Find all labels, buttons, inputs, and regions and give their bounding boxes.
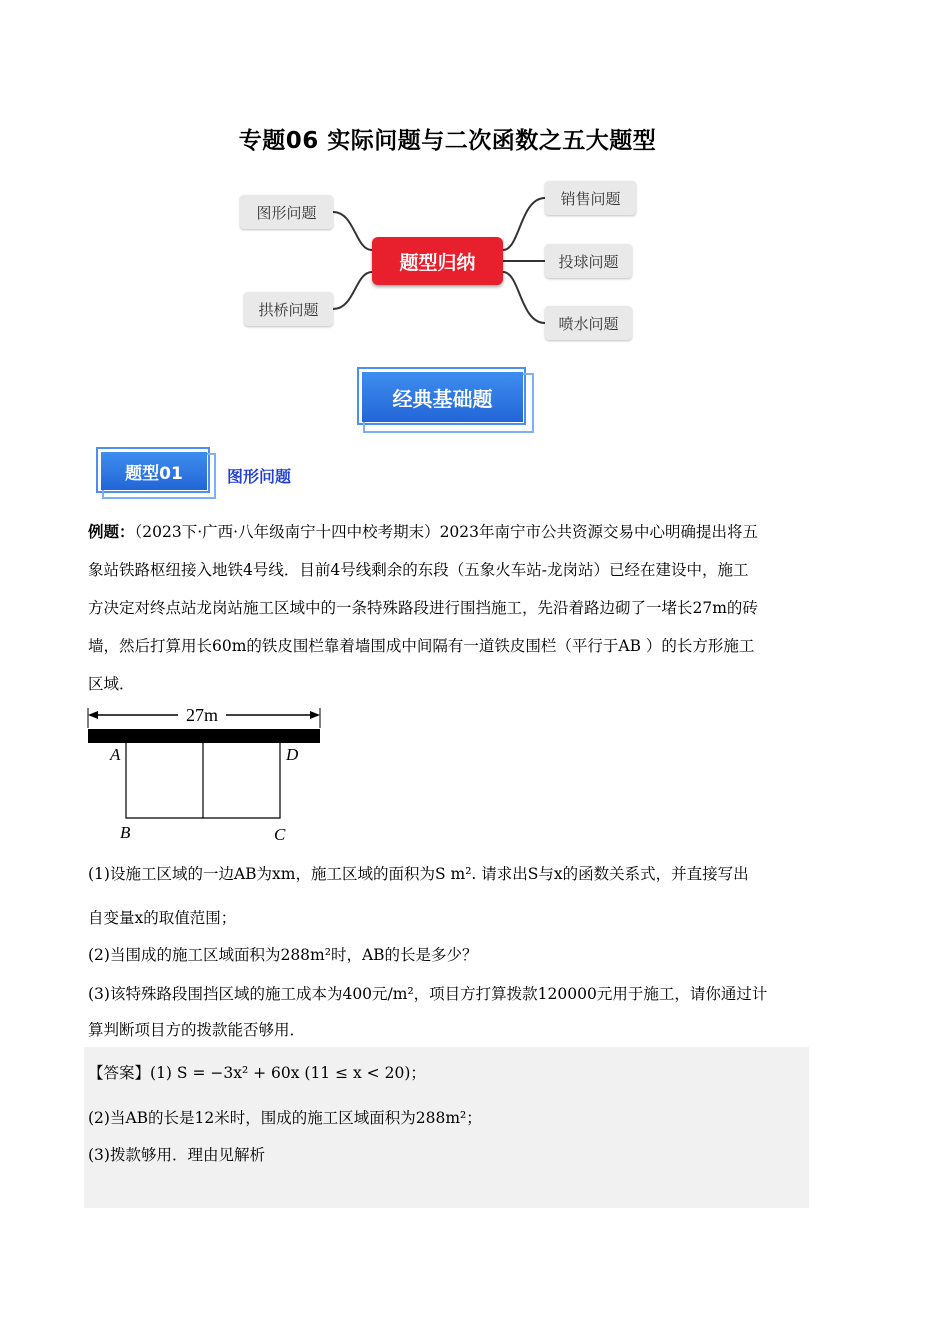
mindmap-center: 题型归纳: [372, 237, 503, 285]
mindmap-node-right-1: 销售问题: [545, 181, 636, 215]
example-line-3: 方决定对终点站龙岗站施工区域中的一条特殊路段进行围挡施工，先沿着路边砌了一堵长27m的砖: [88, 599, 758, 617]
type-badge-label: 题型01: [101, 452, 207, 490]
example-line-5: 区域．: [88, 675, 135, 693]
point-d: D: [286, 745, 299, 764]
page-title: 专题06 实际问题与二次函数之五大题型: [238, 128, 657, 154]
type-title: 图形问题: [227, 467, 292, 486]
brick-wall: [88, 729, 320, 743]
mindmap-node-left-1: 图形问题: [240, 195, 333, 229]
section-badge: [357, 367, 534, 433]
answer-line-2: (2)当AB的长是12米时，围成的施工区域面积为288m²；: [88, 1109, 482, 1127]
point-a: A: [110, 745, 121, 764]
mindmap-connectors: [0, 0, 950, 360]
example-label: 例题：: [88, 522, 135, 541]
answer-line-1: 【答案】(1) S = −3x² + 60x (11 ≤ x < 20)；: [88, 1064, 426, 1082]
example-line-2: 象站铁路枢纽接入地铁4号线．目前4号线剩余的东段（五象火车站-龙岗站）已经在建设中，施工: [88, 561, 749, 579]
point-b: B: [120, 823, 131, 842]
example-line-4: 墙，然后打算用长60m的铁皮围栏靠着墙围成中间隔有一道铁皮围栏（平行于AB ）的长方形施工: [88, 637, 755, 655]
example-line-1: 例题：（2023下·广西·八年级南宁十四中校考期末）2023年南宁市公共资源交易中心明确提出将五: [88, 522, 759, 541]
answer-label: 【答案】: [88, 1064, 151, 1082]
type-badge: [96, 447, 216, 499]
diagram-figure: [80, 700, 340, 850]
question-3a: (3)该特殊路段围挡区域的施工成本为400元/m²，项目方打算拨款120000元用于施工，请你通过计: [88, 985, 768, 1003]
question-1a: (1)设施工区域的一边AB为xm，施工区域的面积为S m². 请求出S与x的函数关系式，并直接写出: [88, 865, 749, 883]
question-3b: 算判断项目方的拨款能否够用．: [88, 1021, 306, 1039]
length-label: 27m: [185, 705, 219, 725]
mindmap-node-right-2: 投球问题: [545, 244, 632, 278]
mindmap-node-right-3: 喷水问题: [545, 306, 632, 340]
point-c: C: [274, 825, 286, 844]
question-2: (2)当围成的施工区域面积为288m²时，AB的长是多少？: [88, 946, 478, 964]
answer-line-3: (3)拨款够用．理由见解析: [88, 1146, 265, 1164]
question-1b: 自变量x的取值范围；: [88, 909, 237, 927]
section-badge-label: 经典基础题: [362, 372, 523, 422]
mindmap-node-left-2: 拱桥问题: [244, 292, 333, 326]
